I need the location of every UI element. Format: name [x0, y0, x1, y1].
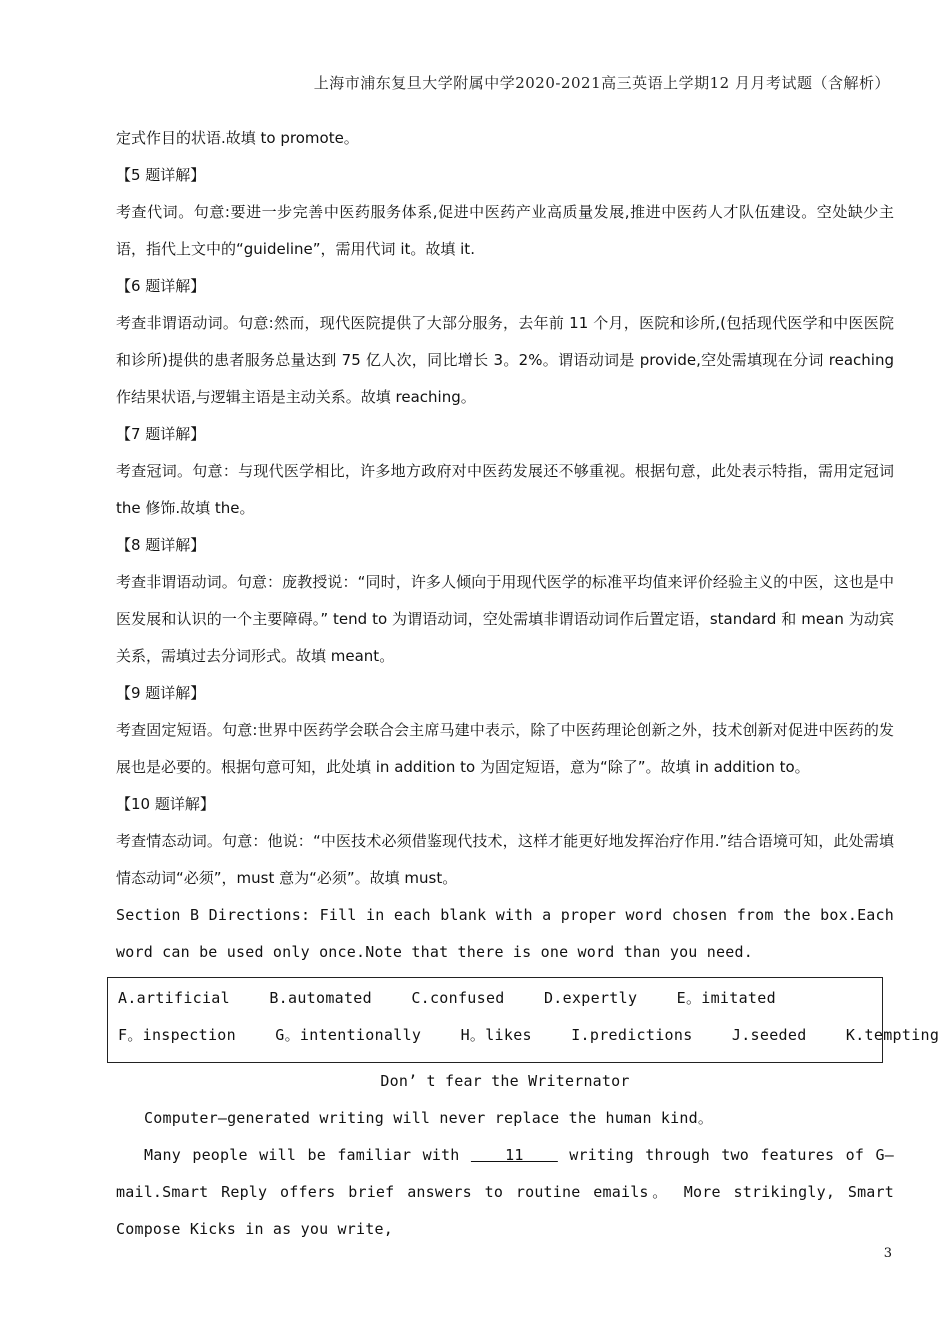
blank-11: 11 — [470, 1146, 558, 1164]
word-option: K.tempting — [845, 1026, 940, 1044]
page-content — [116, 120, 940, 1248]
section-title: 【6 题详解】 — [116, 277, 206, 295]
paragraph-body: 考查固定短语。句意:世界中医药学会联合会主席马建中表示，除了中医药理论创新之外，技术创新对促进中医药的发展也是必要的。根据句意可知，此处填 in addition to 为固定短语，意为“除了”。故填 in addition to。 — [116, 721, 894, 776]
paragraph-body: 考查非谓语动词。句意:然而，现代医院提供了大部分服务，去年前 11 个月，医院和诊所,(包括现代医学和中医医院和诊所)提供的患者服务总量达到 75 亿人次，同比增长 3。2%。谓语动词是 provide,空处需填现在分词 reaching 作结果状语,与逻辑主语是主动关系。故填 reaching。 — [116, 314, 894, 406]
passage-subtitle: Computer—generated writing will never replace the human kind。 — [144, 1109, 714, 1127]
paragraph-body: 考查非谓语动词。句意：庞教授说：“同时，许多人倾向于用现代医学的标准平均值来评价经验主义的中医，这也是中医发展和认识的一个主要障碍。” tend to 为谓语动词，空处需填非谓语动词作后置定语，standard 和 mean 为动宾关系，需填过去分词形式。故填 meant。 — [116, 573, 894, 665]
section-directions: Section B Directions: Fill in each blank with a proper word chosen from the box.Each word can be used only once.Note that there is one word than you need. — [116, 906, 894, 961]
word-option: H。likes — [460, 1026, 532, 1044]
word-option: B.automated — [269, 989, 372, 1007]
section-title: 【9 题详解】 — [116, 684, 206, 702]
word-option: E。imitated — [676, 989, 776, 1007]
word-option: A.artificial — [118, 989, 230, 1007]
paragraph-body: 定式作目的状语.故填 to promote。 — [116, 129, 359, 147]
paragraph-body: 考查冠词。句意：与现代医学相比，许多地方政府对中医药发展还不够重视。根据句意，此处表示特指，需用定冠词 the 修饰.故填 the。 — [116, 462, 894, 517]
word-option: C.confused — [411, 989, 505, 1007]
word-box — [107, 977, 940, 1063]
page-header: 上海市浦东复旦大学附属中学2020-2021高三英语上学期12 月月考试题（含解析） — [313, 74, 890, 92]
passage-paragraph — [116, 1137, 894, 1248]
word-box-row-1 — [118, 980, 872, 1017]
word-option: D.expertly — [543, 989, 638, 1007]
passage-text: writing through two features of G—mail.Smart Reply offers brief answers to routine emails。 More strikingly, Smart Compose Kicks in as you write, — [116, 1146, 894, 1238]
section-title: 【5 题详解】 — [116, 166, 206, 184]
paragraph-body: 考查代词。句意:要进一步完善中医药服务体系,促进中医药产业高质量发展,推进中医药人才队伍建设。空处缺少主语，指代上文中的“guideline”，需用代词 it。故填 it. — [116, 203, 894, 258]
word-box-row-2 — [118, 1017, 940, 1054]
passage-title: Don’ t fear the Writernator — [380, 1072, 630, 1090]
passage-text: Many people will be familiar with — [144, 1146, 471, 1164]
page-number: 3 — [883, 1246, 892, 1261]
word-option: F。inspection — [118, 1026, 236, 1044]
section-title: 【8 题详解】 — [116, 536, 206, 554]
word-option: J.seeded — [731, 1026, 807, 1044]
word-option: I.predictions — [571, 1026, 693, 1044]
word-option: G。intentionally — [275, 1026, 422, 1044]
paragraph-body: 考查情态动词。句意：他说：“中医技术必须借鉴现代技术，这样才能更好地发挥治疗作用.”结合语境可知，此处需填情态动词“必须”，must 意为“必须”。故填 must。 — [116, 832, 894, 887]
section-title: 【10 题详解】 — [116, 795, 215, 813]
section-title: 【7 题详解】 — [116, 425, 206, 443]
